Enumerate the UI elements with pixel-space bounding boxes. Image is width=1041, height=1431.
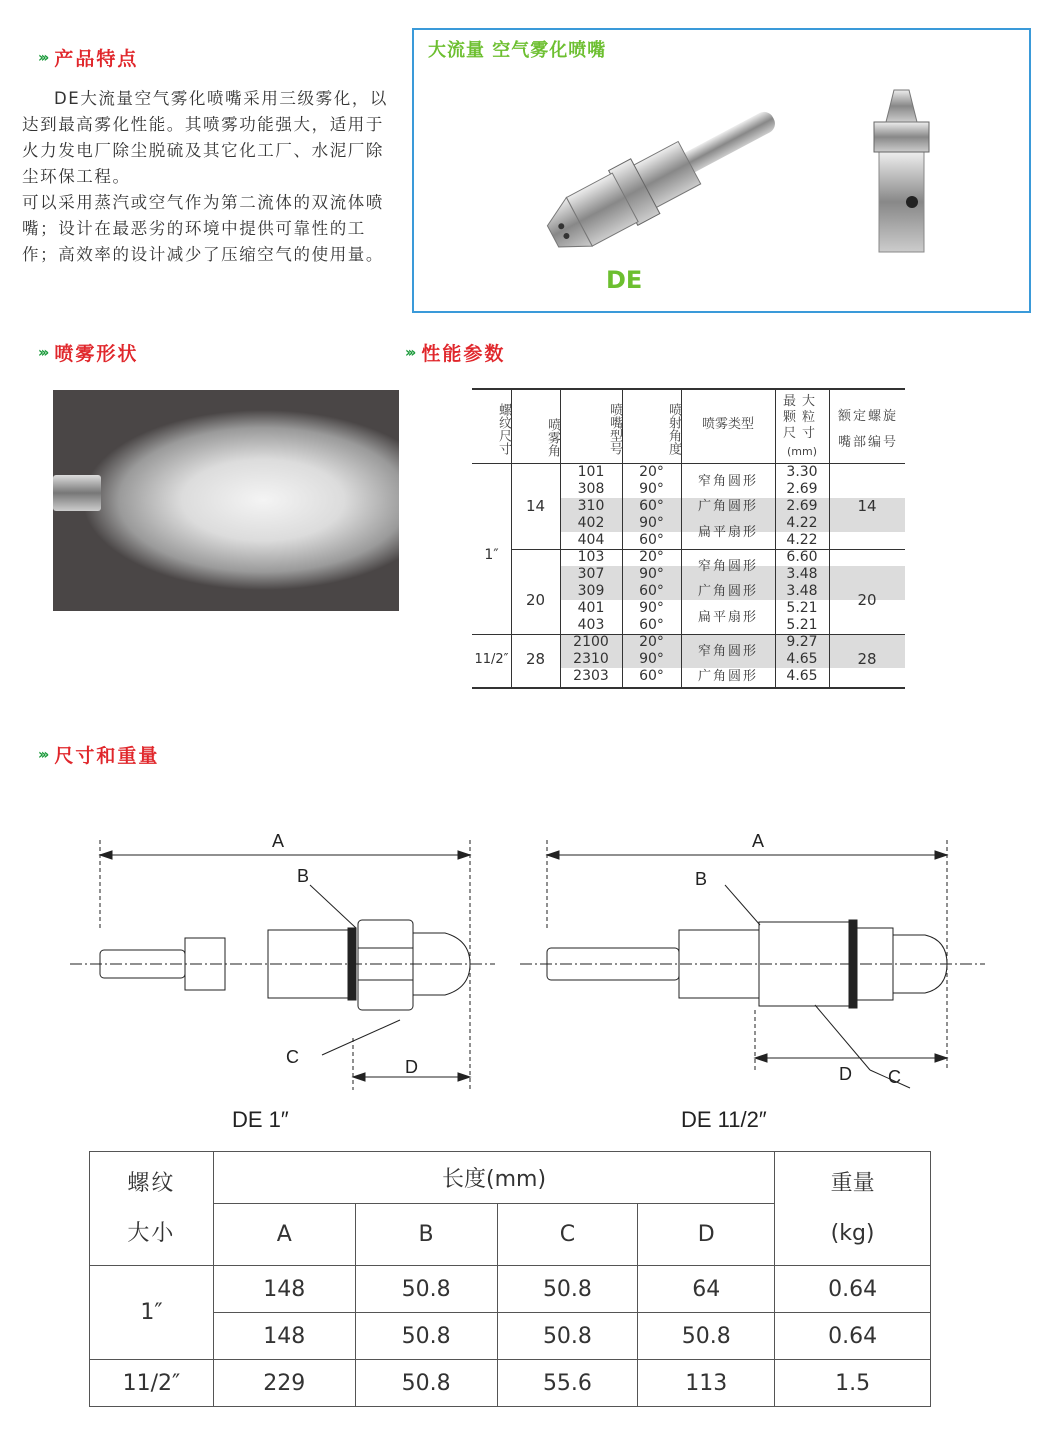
spray-angle-cell: 28 <box>525 650 546 668</box>
model-cell: 103 <box>577 549 605 565</box>
angle-cell: 20° <box>639 464 664 480</box>
column-header: (mm) <box>786 445 817 458</box>
dim-label-c: C <box>888 1067 901 1087</box>
spray-type-cell: 扁平扇形 <box>697 609 758 625</box>
cell-b: 50.8 <box>355 1313 497 1360</box>
angle-cell: 90° <box>639 566 664 582</box>
cell-b: 50.8 <box>355 1360 497 1407</box>
angle-cell: 90° <box>639 481 664 497</box>
model-cell: 101 <box>577 464 605 480</box>
col-b: B <box>355 1204 497 1266</box>
weight-unit: (kg) <box>830 1220 875 1246</box>
col-c: C <box>497 1204 638 1266</box>
spray-heading-text: 喷雾形状 <box>54 343 139 365</box>
product-model-label: DE <box>606 266 643 294</box>
model-cell: 310 <box>577 498 605 514</box>
angle-cell: 20° <box>639 549 664 565</box>
spiral-code-cell: 28 <box>857 650 877 668</box>
spray-type-cell: 广角圆形 <box>697 584 758 599</box>
size-cell: 2.69 <box>786 481 818 497</box>
thread-header-text: 螺纹大小 <box>127 1170 176 1246</box>
cell-weight: 1.5 <box>775 1360 931 1407</box>
nozzle-in-photo <box>53 475 101 511</box>
size-cell: 4.65 <box>786 651 818 667</box>
size-cell: 3.48 <box>786 566 818 582</box>
dimensions-table <box>89 1151 931 1407</box>
angle-cell: 60° <box>639 617 664 633</box>
drawing-caption: DE 11/2″ <box>681 1107 767 1132</box>
weight-header-text: 重量 <box>830 1170 875 1196</box>
table-row <box>90 1313 931 1360</box>
size-cell: 9.27 <box>786 634 818 650</box>
model-cell: 307 <box>577 566 605 582</box>
size-cell: 3.30 <box>786 464 818 480</box>
performance-table <box>472 388 905 689</box>
model-cell: 2303 <box>573 668 609 684</box>
thread-header <box>90 1152 214 1266</box>
cell-d: 64 <box>638 1266 775 1313</box>
column-header: 最大颗粒尺寸 <box>782 394 821 441</box>
spiral-code-cell: 20 <box>857 590 877 609</box>
model-cell: 2310 <box>573 651 609 667</box>
cell-d: 113 <box>638 1360 775 1407</box>
dimensions-heading <box>38 741 159 768</box>
column-header: 喷射角度 <box>666 403 681 455</box>
angle-cell: 60° <box>639 498 664 514</box>
angle-cell: 60° <box>639 583 664 599</box>
dim-label-d: D <box>839 1064 852 1084</box>
spray-type-cell: 窄角圆形 <box>697 558 758 574</box>
spray-type-cell: 扁平扇形 <box>697 524 758 540</box>
column-divider <box>829 390 830 687</box>
size-cell: 4.22 <box>786 532 818 548</box>
nozzle-photo-large <box>529 80 789 270</box>
size-cell: 4.22 <box>786 515 818 531</box>
chevrons-icon: ››› <box>38 49 47 66</box>
angle-cell: 20° <box>639 634 664 650</box>
group-divider <box>472 634 905 635</box>
spiral-code-cell: 14 <box>857 497 877 515</box>
dim-label-c: C <box>286 1047 299 1067</box>
features-heading <box>38 44 138 71</box>
cell-weight: 0.64 <box>775 1313 931 1360</box>
dim-label-d: D <box>405 1057 418 1077</box>
features-text <box>22 86 397 268</box>
size-cell: 3.48 <box>786 583 818 599</box>
dimensions-heading-text: 尺寸和重量 <box>54 745 160 767</box>
angle-cell: 60° <box>639 532 664 548</box>
thread-cell: 11/2″ <box>90 1360 214 1407</box>
features-heading-text: 产品特点 <box>54 48 139 70</box>
dim-label-a: A <box>272 831 285 851</box>
cell-b: 50.8 <box>355 1266 497 1313</box>
cell-a: 148 <box>213 1313 355 1360</box>
col-a: A <box>213 1204 355 1266</box>
model-cell: 2100 <box>573 634 609 650</box>
spray-angle-cell: 14 <box>525 497 546 515</box>
thread-size-cell: 11/2″ <box>474 652 509 667</box>
spray-type-cell: 窄角圆形 <box>697 473 758 489</box>
column-header: 喷雾类型 <box>701 417 754 432</box>
column-header: 螺纹尺寸 <box>496 403 511 455</box>
model-cell: 309 <box>577 583 605 599</box>
angle-cell: 60° <box>639 668 664 684</box>
cell-c: 50.8 <box>497 1266 638 1313</box>
chevrons-icon: ››› <box>405 344 414 361</box>
dim-label-a: A <box>752 831 765 851</box>
cell-c: 50.8 <box>497 1313 638 1360</box>
size-cell: 2.69 <box>786 498 818 514</box>
product-box-title: 大流量 空气雾化喷嘴 <box>428 40 607 61</box>
column-header: 喷雾角 <box>545 417 560 457</box>
cell-c: 55.6 <box>497 1360 638 1407</box>
drawing-caption: DE 1″ <box>232 1107 289 1132</box>
column-header: 额定螺旋嘴部编号 <box>837 409 898 450</box>
thread-cell: 1″ <box>90 1266 214 1360</box>
cell-a: 148 <box>213 1266 355 1313</box>
cell-d: 50.8 <box>638 1313 775 1360</box>
size-cell: 4.65 <box>786 668 818 684</box>
spray-heading <box>38 339 138 366</box>
cell-a: 229 <box>213 1360 355 1407</box>
spray-type-cell: 广角圆形 <box>697 669 758 684</box>
drawing-de-1 <box>60 820 510 1140</box>
dim-label-b: B <box>297 866 310 886</box>
product-image-box <box>412 28 1031 313</box>
cell-weight: 0.64 <box>775 1266 931 1313</box>
chevrons-icon: ››› <box>38 344 47 361</box>
model-cell: 401 <box>577 600 605 616</box>
size-cell: 5.21 <box>786 617 818 633</box>
col-d: D <box>638 1204 775 1266</box>
angle-cell: 90° <box>639 600 664 616</box>
performance-heading <box>405 339 505 366</box>
table-row <box>90 1266 931 1313</box>
performance-heading-text: 性能参数 <box>421 343 506 365</box>
size-cell: 5.21 <box>786 600 818 616</box>
angle-cell: 90° <box>639 515 664 531</box>
column-header: 喷嘴型号 <box>607 403 622 455</box>
size-cell: 6.60 <box>786 549 818 565</box>
drawing-de-1-1-2 <box>515 820 995 1140</box>
features-paragraph: 可以采用蒸汽或空气作为第二流体的双流体喷嘴；设计在最恶劣的环境中提供可靠性的工作；高效率的设计减少了压缩空气的使用量。 <box>22 193 384 264</box>
spray-angle-cell: 20 <box>525 590 546 609</box>
spray-photo <box>53 390 399 611</box>
features-paragraph: DE大流量空气雾化喷嘴采用三级雾化，以达到最高雾化性能。其喷雾功能强大，适用于火力发电厂除尘脱硫及其它化工厂、水泥厂除尘环保工程。 <box>22 89 389 186</box>
chevrons-icon: ››› <box>38 746 47 763</box>
model-cell: 403 <box>577 617 605 633</box>
spray-type-cell: 窄角圆形 <box>697 643 758 659</box>
table-row <box>90 1360 931 1407</box>
spray-type-cell: 广角圆形 <box>697 499 758 514</box>
model-cell: 404 <box>577 532 605 548</box>
angle-cell: 90° <box>639 651 664 667</box>
dim-label-b: B <box>695 869 708 889</box>
model-cell: 308 <box>577 481 605 497</box>
nozzle-photo-small <box>864 82 944 257</box>
thread-size-cell: 1″ <box>484 547 499 564</box>
length-header: 长度(mm) <box>213 1152 774 1204</box>
weight-header <box>775 1152 931 1266</box>
model-cell: 402 <box>577 515 605 531</box>
